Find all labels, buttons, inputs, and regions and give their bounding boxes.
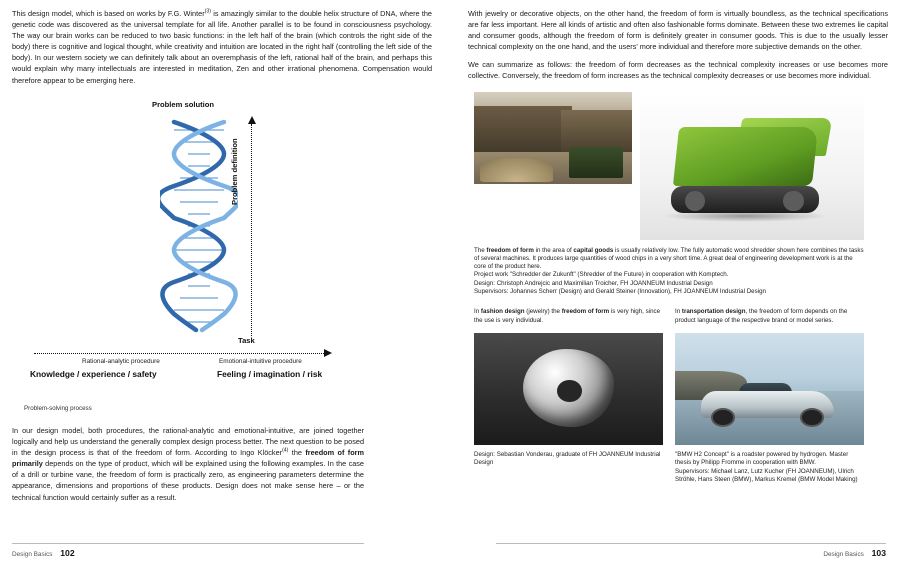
wood-shredder-render-photo [640, 92, 864, 240]
bottom-captions-row [474, 451, 864, 484]
left-footer-label: Design Basics [12, 551, 53, 558]
caption-capital-goods: The freedom of form in the area of capital goods is usually relatively low. The fully automatic wood shredder shown here combines the tasks of several machines. It produces large quantities of wood chips in a very short time. A great deal of engineering development work is at the core of the product here. Project work "Schredder der Zukunft" (Shredder of the Future) in cooperation with Komptech. Design: Christoph Andrejcic and Maximilian Troicher, FH JOANNEUM Industrial Design Supervisors: Johannes Scherr (Design) and Gerald Steiner (Innovation), FH JOANNEUM Industrial Design [474, 246, 864, 296]
right-footer-label: Design Basics [823, 551, 864, 558]
task-label: Task [238, 335, 255, 345]
caption-transportation-design: In transportation design, the freedom of form depends on the product language of the respective brand or model series. [675, 308, 848, 324]
bottom-photo-row [474, 333, 864, 445]
right-footer [823, 548, 886, 558]
right-footer-rule [496, 543, 886, 544]
left-footer-rule [12, 543, 364, 544]
caption-ring-credit: Design: Sebastian Vonderau, graduate of FH JOANNEUM Industrial Design [474, 450, 661, 467]
knowledge-experience-safety-label: Knowledge / experience / safety [30, 368, 157, 379]
right-paragraph-1: With jewelry or decorative objects, on the other hand, the freedom of form is virtually boundless, as the technical specifications are far less important. Here all kinds of artistic and often also fashionable forms dominate. Between these two extremes lie capital and consumer goods, although the freedom of form is definitely greater in consumer goods. This is due to the usually lesser technical complexity on the one hand, and the users' more individual and therefore more subjective demands on the other. We can summarize as follows: the freedom of form decreases as the technical complexity increases or use becomes more collective. Conversely, the freedom of form increases as the technical complexity decreases or use becomes more individual. [468, 9, 888, 81]
caption-bmw-credit: "BMW H2 Concept" is a roadster powered by hydrogen. Master thesis by Philipp Fromme in cooperation with BMW. Supervisors: Michael Lanz, Lutz Kucher (FH JOANNEUM), Ulrich Ströhle, Hans Steen (BMW), Markus Kremel (BMW Model Making) [675, 450, 858, 483]
left-page-number: 102 [60, 548, 75, 558]
problem-definition-label: Problem definition [230, 137, 239, 205]
problem-definition-axis [251, 116, 253, 336]
left-footer [12, 548, 75, 558]
top-photo-row [474, 92, 864, 240]
caption-fashion-design: In fashion design (jewelry) the freedom of form is very high, since the use is very individual. [474, 308, 661, 324]
photo-block-top [468, 92, 888, 297]
right-page [450, 0, 900, 566]
bmw-h2-concept-photo [675, 333, 864, 445]
mid-captions-row [474, 308, 864, 325]
problem-solving-figure [12, 99, 432, 412]
left-paragraph-2: In our design model, both procedures, the rational-analytic and emotional-intuitive, are joined together logically and help us understand the generally complex design process better. The next question to be posed in the design process is that of the freedom of form. According to Ingo Klöcker$^{(4)}$ the freedom of form primarily depends on the type of product, which will be explained using the following examples. In the case of a drill or turbine vane, the freedom of form is practically zero, as engineering parameters determine the appearance, dimensions and proportions of these products. Design does not make sense here – or the technical function would certainly suffer as a result. [12, 426, 364, 502]
left-paragraph-1: This design model, which is based on works by F.G. Winter$^{(3)}$ is amazingly similar to the double helix structure of DNA, where the genetic code was discovered as the universal template for all life. Another parallel is to be found in consciousness psychology. The way our brain works can be reduced to two basic functions: in the left half of the brain (which controls the right side of the body) there is cognitive and logical thought, while creativity and intuition are located in the right half (controlling the left side of the body). In our western society we can definitely talk about an overemphasis of the left, rational half of the brain, and perhaps this would explain why many intellectuals are interested in meditation, Zen and other irrational phenomena. Compensation would therefore appear to be emerging here. [12, 8, 432, 85]
right-page-number: 103 [871, 548, 886, 558]
dna-helix-graphic [160, 118, 238, 333]
wood-shredder-site-photo [474, 92, 632, 184]
rational-analytic-label: Rational-analytic procedure [82, 357, 160, 365]
jewelry-ring-photo [474, 333, 663, 445]
emotional-intuitive-label: Emotional-intuitive procedure [219, 357, 302, 365]
feeling-imagination-risk-label: Feeling / imagination / risk [217, 368, 323, 379]
figure-title: Problem solution [152, 99, 215, 109]
figure-caption: Problem-solving process [24, 404, 92, 412]
